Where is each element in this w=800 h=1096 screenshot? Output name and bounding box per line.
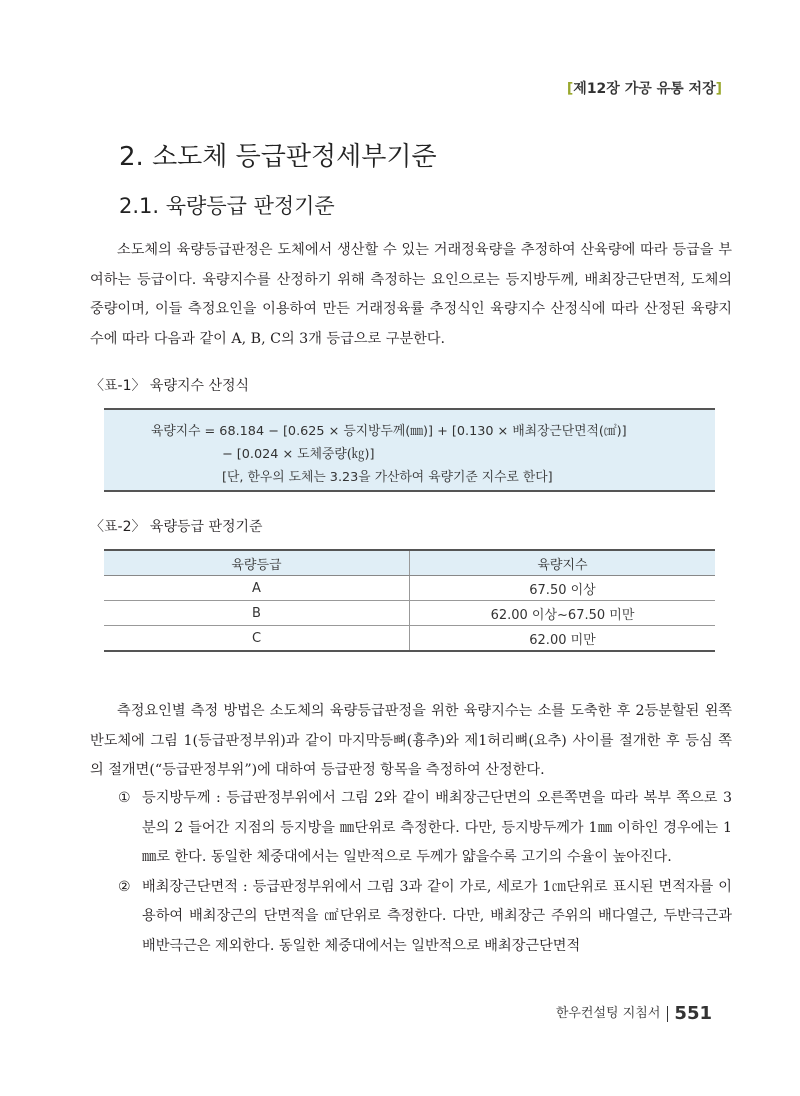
list-number: ①	[118, 790, 131, 806]
list-item	[118, 873, 732, 962]
index-cell: 67.50 이상	[410, 576, 716, 601]
table1-caption: 〈표-1〉 육량지수 산정식	[90, 378, 250, 394]
table-row	[104, 601, 715, 626]
page-footer	[556, 1002, 712, 1024]
formula-note: [단, 한우의 도체는 3.23을 가산하여 육량기준 지수로 한다]	[222, 470, 553, 485]
table-row	[104, 576, 715, 601]
grade-table	[104, 549, 715, 652]
list-item-text: 배최장근단면적 : 등급판정부위에서 그림 3과 같이 가로, 세로가 1㎝단위로 표시된 면적자를 이용하여 배최장근의 단면적을 ㎠단위로 측정한다. 다만, 배최장근 주위의 배다열근, 두반극근과 배반극근은 제외한다. 동일한 체중대에서는 일반적으로 배최장근단면적	[142, 878, 732, 954]
index-cell: 62.00 이상~67.50 미만	[410, 601, 716, 626]
formula-line-2: − [0.024 × 도체중량(㎏)]	[222, 447, 375, 462]
table-row	[104, 626, 715, 652]
list-item-text: 등지방두께 : 등급판정부위에서 그림 2와 같이 배최장근단면의 오른쪽면을 따라 복부 쪽으로 3분의 2 들어간 지점의 등지방을 ㎜단위로 측정한다. 다만, 등지방두께가 1㎜ 이하인 경우에는 1㎜로 한다. 동일한 체중대에서는 일반적으로 두께가 얇을수록 고기의 수율이 높아진다.	[142, 790, 732, 865]
list-item	[118, 784, 732, 873]
grade-cell: B	[104, 601, 410, 626]
intro-paragraph: 소도체의 육량등급판정은 도체에서 생산할 수 있는 거래정육량을 추정하여 산육량에 따라 등급을 부여하는 등급이다. 육량지수를 산정하기 위해 측정하는 요인으로는 등지방두께, 배최장근단면적, 도체의 중량이며, 이들 측정요인을 이용하여 만든 거래정육률 추정식인 육량지수 산정식에 따라 산정된 육량지수에 따라 다음과 같이 A, B, C의 3개 등급으로 구분한다.	[90, 242, 732, 347]
table-header-row	[104, 550, 715, 576]
formula-box	[104, 408, 715, 492]
list-number: ②	[118, 878, 131, 895]
footer-book-title: 한우컨설팅 지침서	[555, 1006, 661, 1021]
measurement-list	[118, 784, 732, 961]
method-paragraph: 측정요인별 측정 방법은 소도체의 육량등급판정을 위한 육량지수는 소를 도축한 후 2등분할된 왼쪽 반도체에 그림 1(등급판정부위)과 같이 마지막등뼈(흉추)와 제1허리뼈(요추) 사이를 절개한 후 등심 쪽의 절개면(“등급판정부위”)에 대하여 등급판정 항목을 측정하여 산정한다.	[90, 703, 732, 778]
chapter-header-label: 제12장 가공 유통 저장	[573, 81, 716, 97]
table2-caption: 〈표-2〉 육량등급 판정기준	[90, 519, 263, 535]
footer-divider	[667, 1006, 668, 1022]
bracket-close: ]	[715, 81, 722, 97]
formula-line-1: 육량지수 = 68.184 − [0.625 × 등지방두께(㎜)] + [0.130 × 배최장근단면적(㎠)]	[151, 424, 627, 439]
subsection-title: 2.1. 육량등급 판정기준	[119, 194, 335, 218]
index-cell: 62.00 미만	[410, 626, 716, 652]
intro-paragraph-block	[90, 236, 732, 354]
grade-cell: C	[104, 626, 410, 652]
section-title: 2. 소도체 등급판정세부기준	[119, 142, 437, 172]
grade-cell: A	[104, 576, 410, 601]
bracket-open: [	[566, 81, 574, 97]
column-header-grade: 육량등급	[104, 550, 410, 576]
method-paragraph-block	[90, 697, 732, 786]
chapter-header	[567, 78, 722, 98]
column-header-index: 육량지수	[410, 550, 716, 576]
page-number: 551	[674, 1003, 712, 1024]
